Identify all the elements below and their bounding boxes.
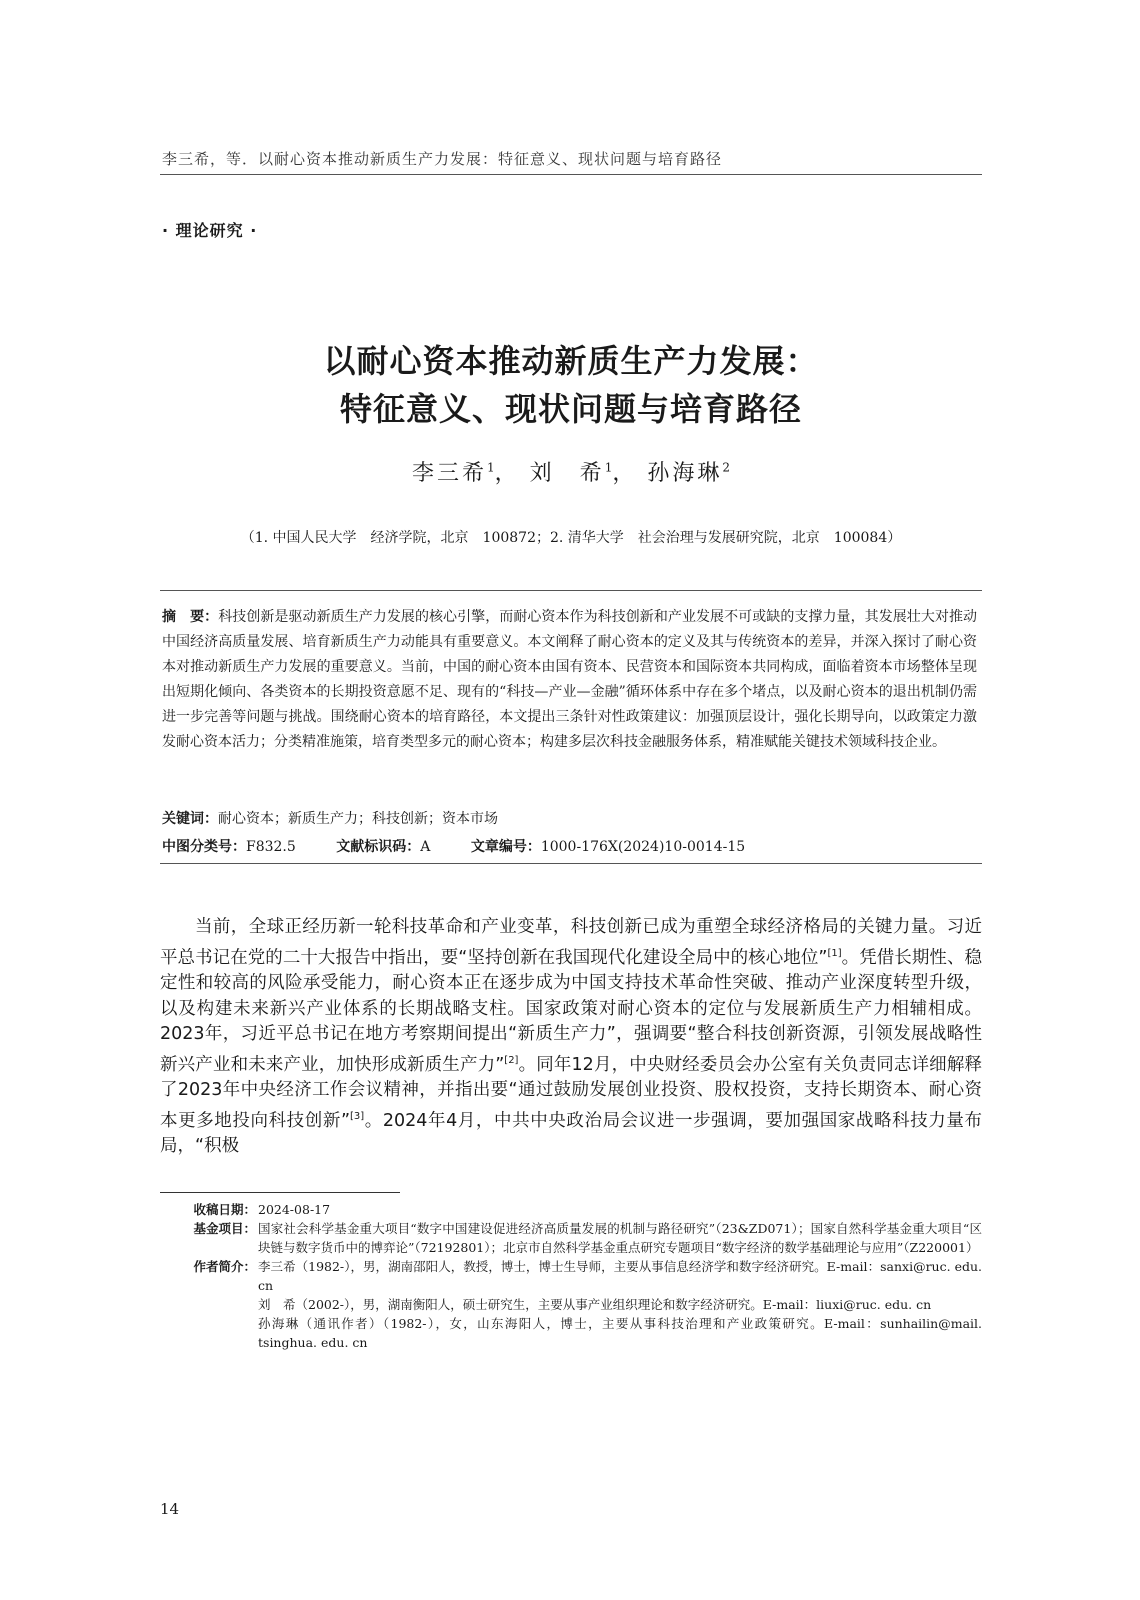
author-affiliation-mark: 1 bbox=[604, 460, 613, 475]
abstract-text: 科技创新是驱动新质生产力发展的核心引擎，而耐心资本作为科技创新和产业发展不可或缺的支撑力量，其发展壮大对推动中国经济高质量发展、培育新质生产力动能具有重要意义。本文阐释了耐心资本的定义及其与传统资本的差异，并深入探讨了耐心资本对推动新质生产力发展的重要意义。当前，中国的耐心资本由国有资本、民营资本和国际资本共同构成，面临着资本市场整体呈现出短期化倾向、各类资本的长期投资意愿不足、现有的“科技—产业—金融”循环体系中存在多个堵点，以及耐心资本的退出机制仍需进一步完善等问题与挑战。围绕耐心资本的培育路径，本文提出三条针对性政策建议：加强顶层设计，强化长期导向，以政策定力激发耐心资本活力；分类精准施策，培育类型多元的耐心资本；构建多层次科技金融服务体系，精准赋能关键技术领域科技企业。 bbox=[162, 609, 978, 750]
classification-line bbox=[162, 836, 781, 856]
received-date-label: 收稿日期： bbox=[193, 1202, 256, 1217]
header-rule bbox=[160, 174, 982, 175]
abstract-label: 摘 要： bbox=[162, 609, 219, 625]
citation-ref[interactable]: [2] bbox=[504, 1054, 519, 1066]
footnote-rule bbox=[160, 1192, 400, 1193]
article-number-label: 文章编号： bbox=[470, 839, 541, 855]
citation-ref[interactable]: [1] bbox=[827, 947, 842, 959]
received-date: 2024-08-17 bbox=[258, 1202, 331, 1217]
body-text-segment: 。同年12月，中央财经委员会办公室有关负责同志详细解释了2023年中央经济工作会议精神，并指出要“通过鼓励发展创业投资、股权投资，支持长期资本、耐心资本更多地投向科技创新” bbox=[160, 1054, 982, 1131]
author-bio: 孙海琳（通讯作者）（1982-），女，山东海阳人，博士，主要从事科技治理和产业政策研究。E-mail：sunhailin@mail. tsinghua. edu. cn bbox=[258, 1316, 982, 1350]
author-list: 李三希$^1$， 刘 希$^1$， 孙海琳$^2$ bbox=[412, 460, 730, 486]
author-name: 孙海琳 bbox=[647, 461, 723, 486]
fund-text: 国家社会科学基金重大项目“数字中国建设促进经济高质量发展的机制与路径研究”（23&ZD071）；国家自然科学基金重大项目“区块链与数字货币中的博弈论”（72192801）；北京市自然科学基金重点研究专题项目“数字经济的数学基础理论与应用”（Z220001） bbox=[258, 1221, 982, 1255]
author-bio: 刘 希（2002-），男，湖南衡阳人，硕士研究生，主要从事产业组织理论和数字经济研究。E-mail：liuxi@ruc. edu. cn bbox=[258, 1297, 932, 1312]
author-name: 李三希 bbox=[412, 461, 488, 486]
doc-code-value: A bbox=[420, 839, 431, 855]
author-name: 刘 希 bbox=[529, 461, 605, 486]
section-tag: · 理论研究 · bbox=[162, 221, 258, 240]
abstract-bottom-rule bbox=[160, 863, 982, 864]
author-affiliation-mark: 2 bbox=[722, 460, 730, 475]
author-affiliation-mark: 1 bbox=[487, 460, 495, 475]
body-text-segment: 。2024年4月，中共中央政治局会议进一步强调，要加强国家战略科技力量布局，“积极 bbox=[160, 1110, 982, 1157]
body-text-segment: 。凭借长期性、稳定性和较高的风险承受能力，耐心资本正在逐步成为中国支持技术革命性突破、推动产业深度转型升级，以及构建未来新兴产业体系的长期战略支柱。国家政策对耐心资本的定位与发展新质生产力相辅相成。2023年，习近平总书记在地方考察期间提出“新质生产力”，强调要“整合科技创新资源，引领发展战略性新兴产业和未来产业，加快形成新质生产力” bbox=[160, 947, 982, 1075]
clc-value: F832.5 bbox=[246, 839, 296, 855]
citation-ref[interactable]: [3] bbox=[350, 1110, 365, 1122]
keywords-label: 关键词： bbox=[162, 811, 218, 827]
keywords-text: 耐心资本；新质生产力；科技创新；资本市场 bbox=[218, 811, 498, 827]
fund-label: 基金项目： bbox=[193, 1221, 256, 1236]
keywords bbox=[162, 808, 498, 828]
affiliations: （1. 中国人民大学 经济学院，北京 100872；2. 清华大学 社会治理与发展研究院，北京 100084） bbox=[240, 530, 902, 546]
abstract-top-rule bbox=[160, 590, 982, 591]
doc-code-label: 文献标识码： bbox=[336, 839, 421, 855]
clc-label: 中图分类号： bbox=[162, 839, 246, 855]
page-number: 14 bbox=[160, 1500, 180, 1518]
paper-title-line-1: 以耐心资本推动新质生产力发展： bbox=[323, 342, 819, 380]
article-number-value: 1000-176X(2024)10-0014-15 bbox=[540, 839, 746, 855]
body-text-segment: 当前，全球正经历新一轮科技革命和产业变革，科技创新已成为重塑全球经济格局的关键力量。习近平总书记在党的二十大报告中指出，要“坚持创新在我国现代化建设全局中的核心地位” bbox=[160, 917, 982, 968]
abstract bbox=[162, 605, 977, 755]
author-bio: 李三希（1982-），男，湖南邵阳人，教授，博士，博士生导师，主要从事信息经济学和数字经济研究。E-mail：sanxi@ruc. edu. cn bbox=[258, 1259, 982, 1293]
footnotes bbox=[160, 1200, 982, 1352]
body-paragraph bbox=[160, 915, 982, 1160]
running-head: 李三希，等．以耐心资本推动新质生产力发展：特征意义、现状问题与培育路径 bbox=[162, 150, 723, 168]
paper-title-line-2: 特征意义、现状问题与培育路径 bbox=[339, 390, 802, 428]
author-bio-label: 作者简介： bbox=[193, 1259, 256, 1274]
